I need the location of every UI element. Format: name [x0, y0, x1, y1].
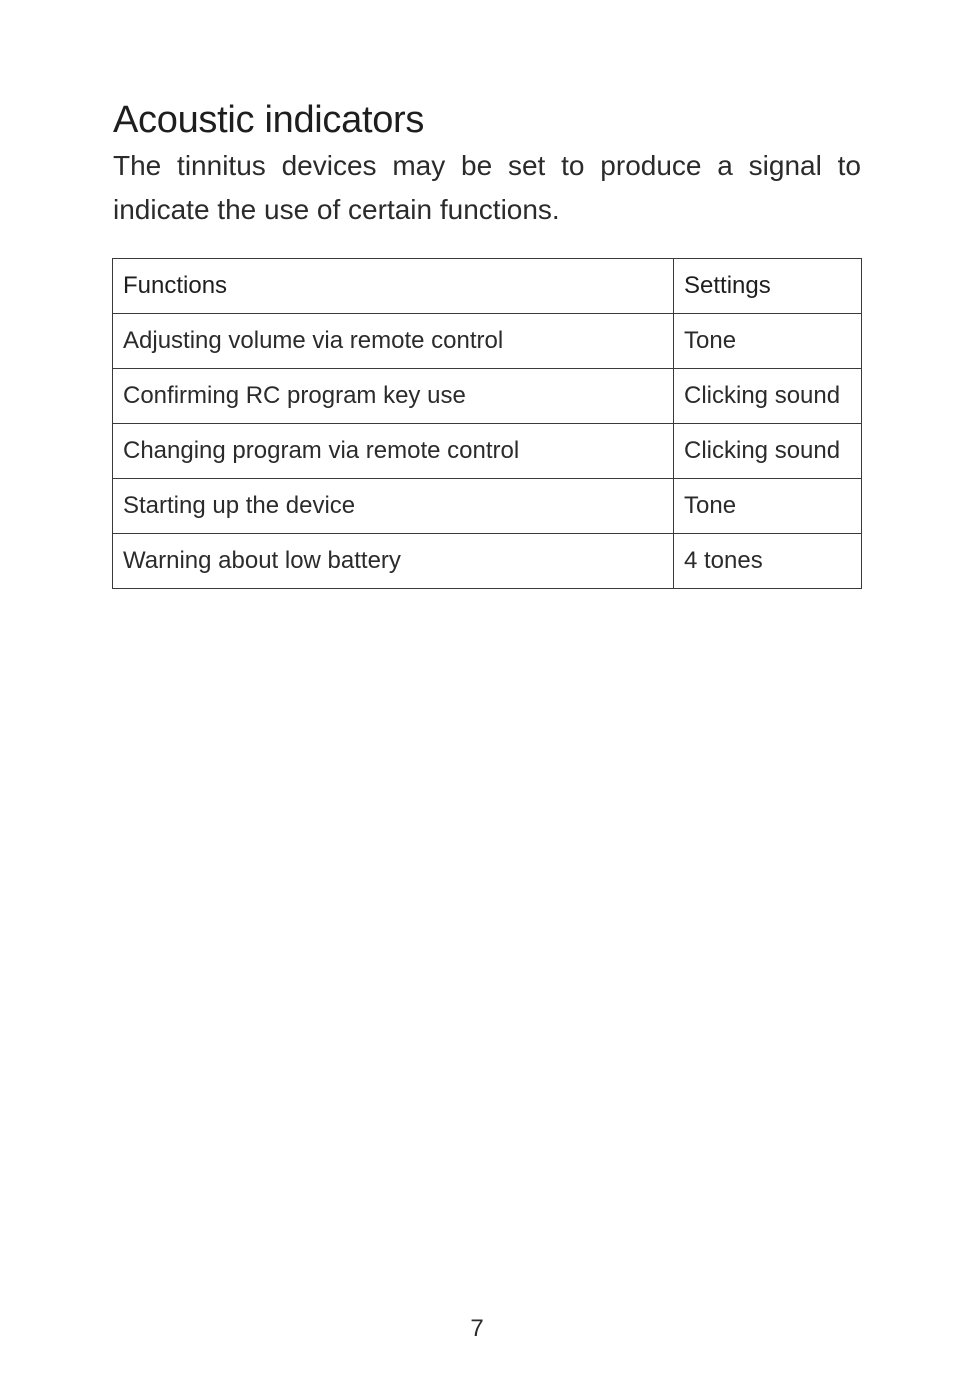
- table-row: [113, 479, 862, 534]
- table-row: [113, 369, 862, 424]
- page-number: 7: [470, 1315, 484, 1342]
- table-row: [113, 314, 862, 369]
- table-row: [113, 534, 862, 589]
- functions-table: [112, 258, 862, 589]
- setting-cell: Tone: [674, 314, 862, 369]
- intro-paragraph: The tinnitus devices may be set to produce a signal to indicate the use of certain functions.: [113, 150, 861, 225]
- setting-cell: Tone: [674, 479, 862, 534]
- setting-cell: Clicking sound: [674, 369, 862, 424]
- page-title: Acoustic indicators: [113, 99, 425, 141]
- function-cell: Adjusting volume via remote control: [113, 314, 674, 369]
- function-cell: Confirming RC program key use: [113, 369, 674, 424]
- column-header-functions: Functions: [113, 259, 674, 314]
- table-row: [113, 424, 862, 479]
- setting-cell: 4 tones: [674, 534, 862, 589]
- setting-cell: Clicking sound: [674, 424, 862, 479]
- function-cell: Changing program via remote control: [113, 424, 674, 479]
- table-header-row: [113, 259, 862, 314]
- column-header-settings: Settings: [674, 259, 862, 314]
- function-cell: Starting up the device: [113, 479, 674, 534]
- function-cell: Warning about low battery: [113, 534, 674, 589]
